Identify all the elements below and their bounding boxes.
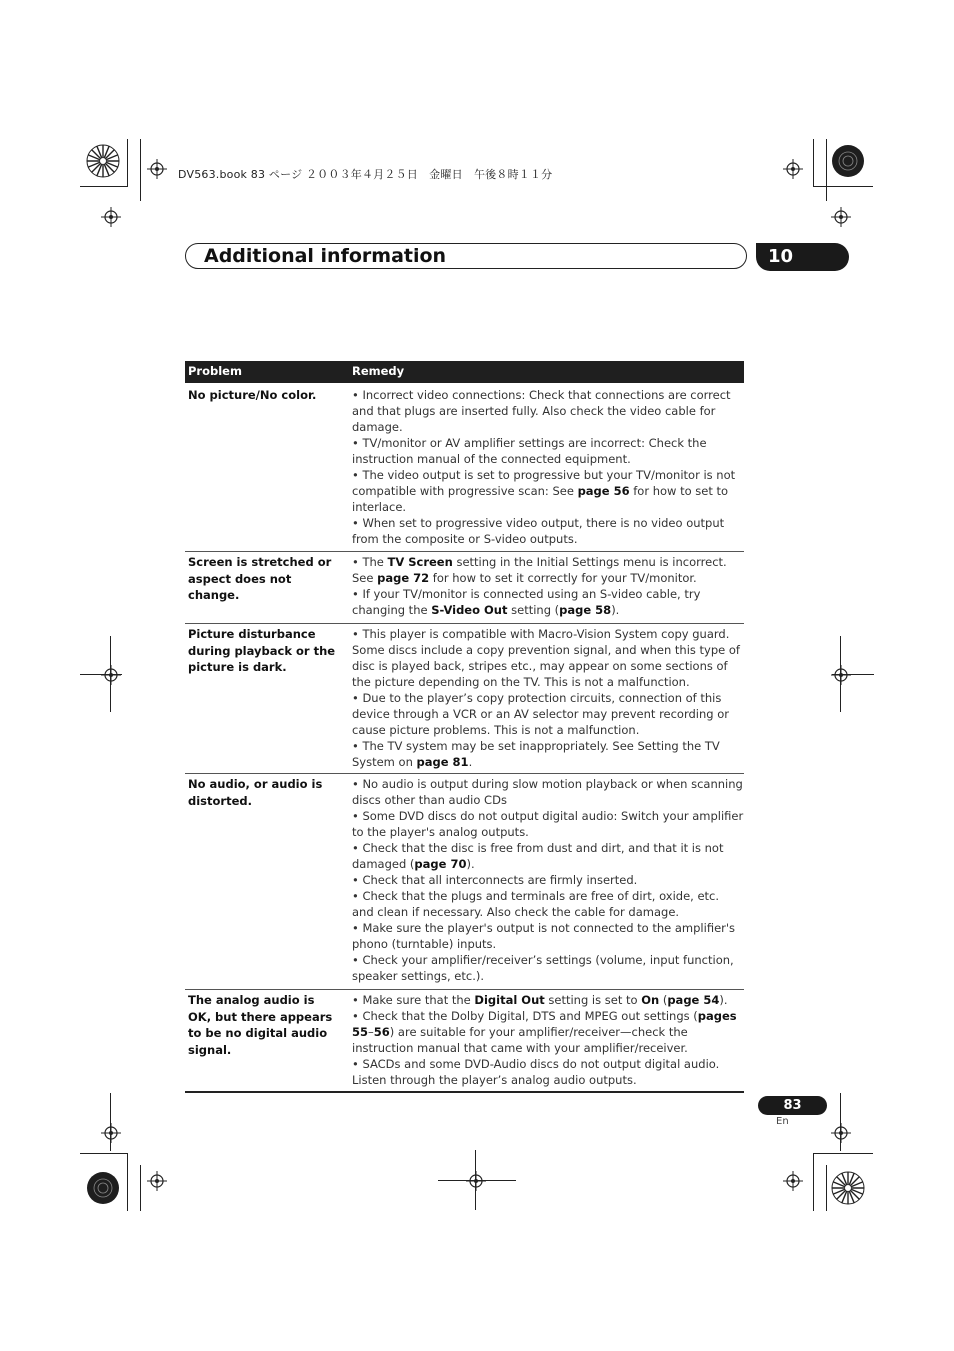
registration-dark-disc-icon (831, 144, 865, 178)
remedy-emphasis: page 72 (377, 571, 430, 585)
remedy-item (352, 920, 744, 952)
table-row (185, 624, 744, 774)
registration-crosshair-icon (101, 1123, 121, 1143)
registration-dark-disc-icon (86, 1171, 120, 1205)
table-row (185, 774, 744, 990)
remedy-text: • Make sure the player's output is not connected to the amplifier's phono (turntable) inputs. (352, 921, 736, 951)
remedy-emphasis: page 58 (559, 603, 612, 617)
remedy-item (352, 515, 744, 547)
remedy-text: • Check that the Dolby Digital, DTS and MPEG out settings ( (352, 1009, 698, 1023)
remedy-text: • SACDs and some DVD-Audio discs do not output digital audio. Listen through the player’s analog audio outputs. (352, 1057, 720, 1087)
remedy-text: • Some DVD discs do not output digital audio: Switch your amplifier to the player's analog outputs. (352, 809, 744, 839)
remedy-item (352, 387, 744, 435)
remedy-emphasis: page 56 (577, 484, 630, 498)
remedy-text: for how to set to interlace. (352, 484, 729, 514)
problem-cell: Picture disturbance during playback or the picture is dark. (188, 627, 336, 674)
chapter-title-bar (185, 243, 747, 269)
registration-crosshair-icon (466, 1171, 486, 1191)
column-header-problem: Problem (188, 364, 242, 378)
remedy-text: • Check that the disc is free from dust and dirt, and that it is not damaged ( (352, 841, 724, 871)
problem-cell: No audio, or audio is distorted. (188, 777, 323, 808)
remedy-text: • Make sure that the (352, 993, 475, 1007)
remedy-item (352, 467, 744, 515)
remedy-cell (352, 992, 744, 1088)
remedy-item (352, 776, 744, 808)
troubleshooting-table (185, 361, 744, 1093)
remedy-cell (352, 387, 744, 547)
remedy-text: ). (611, 603, 620, 617)
remedy-text: • Check your amplifier/receiver’s settings (volume, input function, speaker settings, etc.). (352, 953, 734, 983)
chapter-number-badge: 10 (756, 243, 849, 271)
registration-crosshair-icon (147, 1171, 167, 1191)
remedy-text: • Due to the player’s copy protection circuits, connection of this device through a VCR or an AV selector may prevent recording or cause picture problems. This is not a malfunction. (352, 691, 730, 737)
remedy-item (352, 586, 744, 618)
table-row (185, 990, 744, 1093)
problem-cell: The analog audio is OK, but there appears to be no digital audio signal. (188, 993, 333, 1057)
remedy-text: ) are suitable for your amplifier/receiver—check the instruction manual that came with your amplifier/receiver. (352, 1025, 688, 1055)
registration-starburst-icon (831, 1171, 865, 1205)
remedy-text: ). (719, 993, 728, 1007)
remedy-emphasis: TV Screen (387, 555, 453, 569)
remedy-cell (352, 626, 744, 770)
remedy-item (352, 992, 744, 1008)
remedy-cell (352, 776, 744, 984)
remedy-text: • Incorrect video connections: Check that connections are correct and that plugs are inserted fully. Also check the video cable for damage. (352, 388, 731, 434)
page-number-badge: 83 (758, 1096, 827, 1115)
remedy-item (352, 1008, 744, 1056)
remedy-emphasis: page 70 (414, 857, 467, 871)
registration-starburst-icon (86, 144, 120, 178)
remedy-emphasis: On (641, 993, 660, 1007)
table-header (185, 361, 744, 383)
registration-crosshair-icon (831, 207, 851, 227)
remedy-item (352, 690, 744, 738)
remedy-text: ). (466, 857, 475, 871)
remedy-emphasis: Digital Out (474, 993, 545, 1007)
registration-crosshair-icon (101, 207, 121, 227)
remedy-emphasis: pages 55 (352, 1009, 737, 1039)
problem-cell: No picture/No color. (188, 388, 317, 402)
remedy-item (352, 554, 744, 586)
remedy-text: • TV/monitor or AV amplifier settings are incorrect: Check the instruction manual of the connected equipment. (352, 436, 707, 466)
remedy-text: • No audio is output during slow motion playback or when scanning discs other than audio CDs (352, 777, 743, 807)
remedy-text: • Check that the plugs and terminals are free of dirt, oxide, etc. and clean if necessary. Also check the cable for damage. (352, 889, 720, 919)
problem-cell: Screen is stretched or aspect does not change. (188, 555, 332, 602)
chapter-title: Additional information (204, 245, 447, 267)
remedy-text: setting in the Initial Settings menu is incorrect. See (352, 555, 727, 585)
remedy-text: setting ( (507, 603, 560, 617)
remedy-item (352, 888, 744, 920)
remedy-text: • When set to progressive video output, there is no video output from the composite or S-video outputs. (352, 516, 725, 546)
registration-crosshair-icon (147, 159, 167, 179)
remedy-text: • Check that all interconnects are firmly inserted. (352, 873, 638, 887)
remedy-item (352, 808, 744, 840)
registration-crosshair-icon (831, 1123, 851, 1143)
registration-crosshair-icon (101, 665, 121, 685)
remedy-text: – (368, 1025, 374, 1039)
remedy-item (352, 952, 744, 984)
remedy-item (352, 738, 744, 770)
print-file-header: DV563.book 83 ページ ２００３年４月２５日 金曜日 午後８時１１分 (178, 168, 553, 181)
registration-crosshair-icon (831, 665, 851, 685)
registration-crosshair-icon (783, 159, 803, 179)
column-header-remedy: Remedy (352, 364, 405, 378)
remedy-emphasis: 56 (373, 1025, 390, 1039)
remedy-text: for how to set it correctly for your TV/monitor. (429, 571, 697, 585)
remedy-text: • The TV system may be set inappropriately. See Setting the TV System on (352, 739, 720, 769)
table-row (185, 552, 744, 624)
remedy-text: • The video output is set to progressive but your TV/monitor is not compatible with progressive scan: See (352, 468, 736, 498)
remedy-cell (352, 554, 744, 618)
remedy-emphasis: S-Video Out (431, 603, 508, 617)
remedy-text: • The (352, 555, 388, 569)
remedy-text: ( (659, 993, 668, 1007)
remedy-item (352, 840, 744, 872)
remedy-text: . (468, 755, 473, 769)
remedy-item (352, 1056, 744, 1088)
remedy-item (352, 872, 744, 888)
remedy-text: • If your TV/monitor is connected using an S-video cable, try changing the (352, 587, 701, 617)
remedy-emphasis: page 81 (416, 755, 469, 769)
table-row (185, 385, 744, 552)
registration-crosshair-icon (783, 1171, 803, 1191)
remedy-item (352, 435, 744, 467)
page-language-code: En (776, 1116, 789, 1127)
remedy-text: • This player is compatible with Macro-Vision System copy guard. Some discs include a copy prevention signal, and when this type of disc is played back, stripes etc., may appear on some sections of the picture depending on the TV. This is not a malfunction. (352, 627, 740, 689)
remedy-text: setting is set to (544, 993, 642, 1007)
remedy-item (352, 626, 744, 690)
remedy-emphasis: page 54 (667, 993, 720, 1007)
